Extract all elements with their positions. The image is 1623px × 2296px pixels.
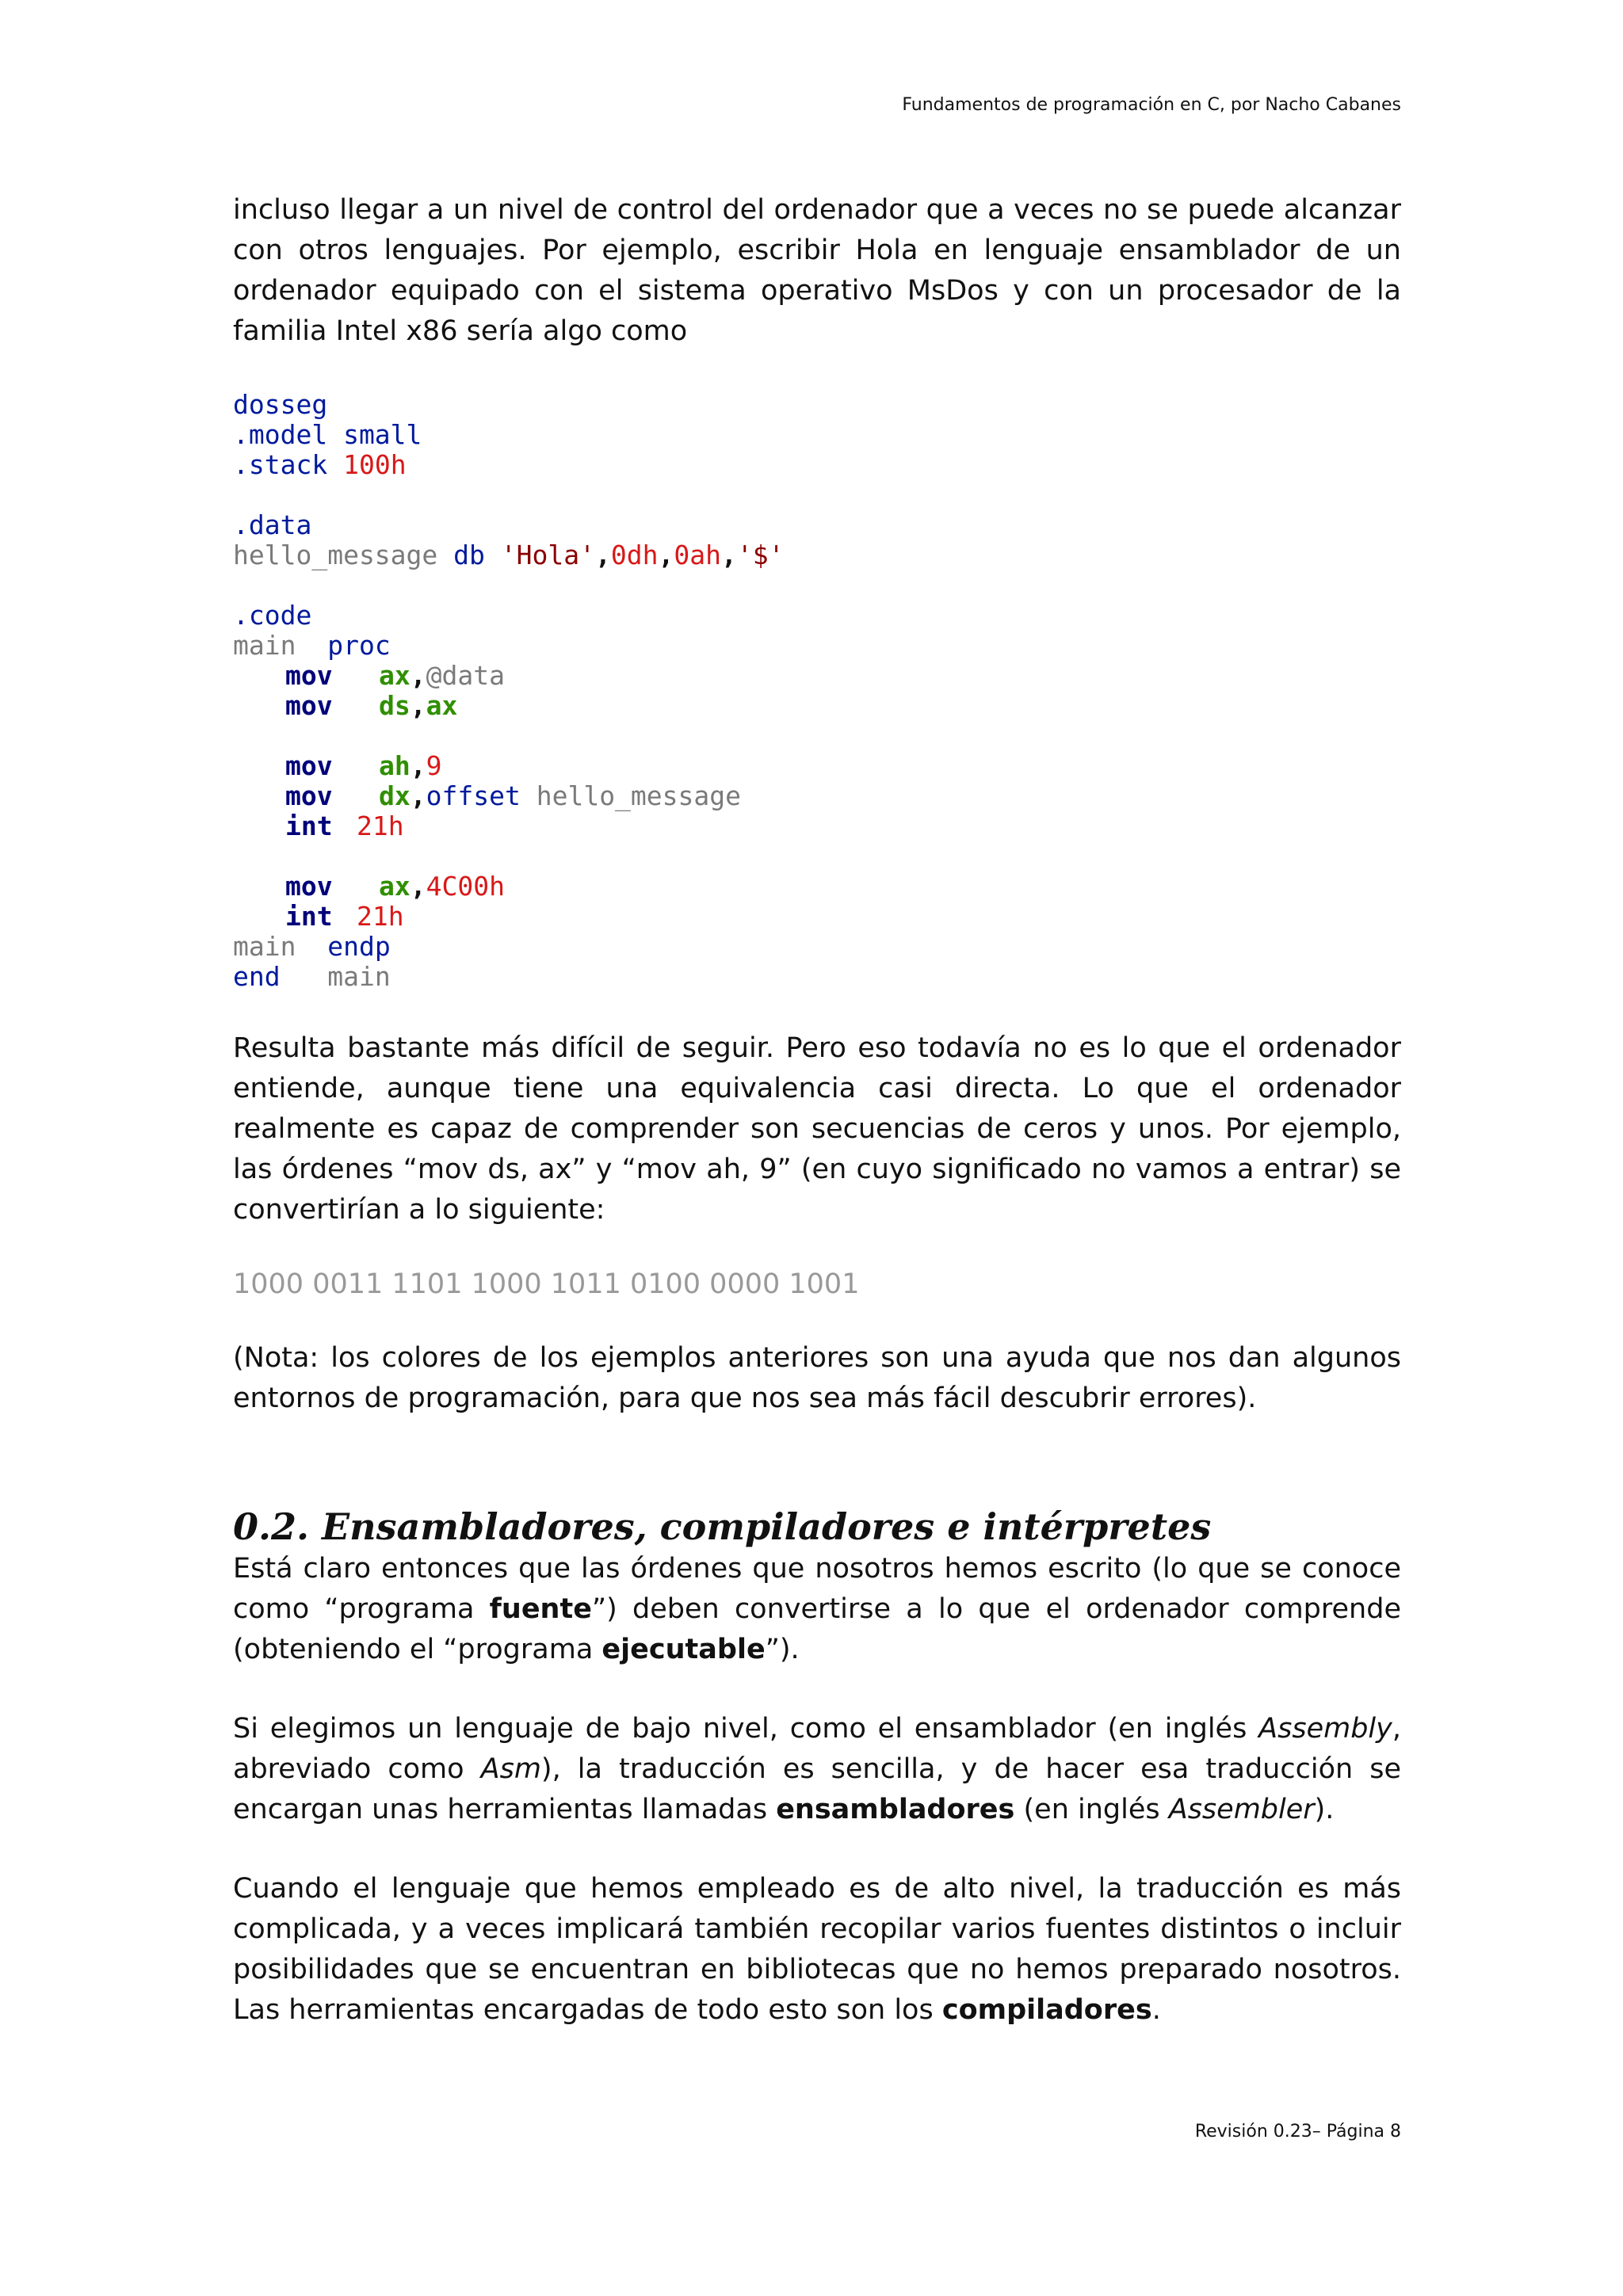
section-paragraph-2: Si elegimos un lenguaje de bajo nivel, como el ensamblador (en inglés Assembly, abreviado como Asm), la traducción es sencilla, y de hacer esa traducción se encargan unas herramientas llamadas ensambladores (en inglés Assembler).	[233, 1713, 1402, 1825]
code-blank-line	[233, 721, 1401, 751]
code-line: dosseg	[233, 389, 328, 420]
section-paragraph-3: Cuando el lenguaje que hemos empleado es de alto nivel, la traducción es más complicada, y a veces implicará también recopilar varios fuentes distintos o incluir posibilidades que se encuentran en bibliotecas que no hemos preparado nosotros. Las herramientas encargadas de todo esto son los compiladores.	[233, 1873, 1401, 2026]
code-blank-line	[233, 841, 1401, 871]
note-paragraph: (Nota: los colores de los ejemplos anteriores son una ayuda que nos dan algunos entornos de programación, para que nos sea más fácil descubrir errores).	[233, 1342, 1401, 1414]
section-heading: 0.2. Ensambladores, compiladores e intérpretes	[233, 1505, 1212, 1548]
code-line: main endp	[233, 931, 391, 962]
code-line: mov ds,ax	[285, 690, 458, 721]
code-line: hello_message db 'Hola',0dh,0ah,'$'	[233, 540, 785, 570]
code-blank-line	[233, 480, 1401, 510]
code-line: end main	[233, 961, 391, 992]
code-line: .stack 100h	[233, 449, 407, 480]
code-line: main proc	[233, 630, 391, 661]
assembly-code-block	[233, 390, 1401, 992]
code-line: int 21h	[285, 810, 404, 841]
code-line: int 21h	[285, 901, 404, 932]
code-line: mov ax,4C00h	[285, 871, 505, 902]
code-blank-line	[233, 570, 1401, 601]
intro-paragraph: incluso llegar a un nivel de control del ordenador que a veces no se puede alcanzar con otros lenguajes. Por ejemplo, escribir Hola en lenguaje ensamblador de un ordenador equipado con el sistema operativo MsDos y con un procesador de la familia Intel x86 sería algo como	[233, 194, 1401, 347]
code-line: .code	[233, 600, 312, 631]
page-content	[233, 190, 1401, 2031]
code-line: mov ax,@data	[285, 660, 505, 691]
binary-sequence: 1000 0011 1101 1000 1011 0100 0000 1001	[233, 1268, 860, 1300]
explanation-paragraph: Resulta bastante más difícil de seguir. Pero eso todavía no es lo que el ordenador entiende, aunque tiene una equivalencia casi directa. Lo que el ordenador realmente es capaz de comprender son secuencias de ceros y unos. Por ejemplo, las órdenes “mov ds, ax” y “mov ah, 9” (en cuyo significado no vamos a entrar) se convertirían a lo siguiente:	[233, 1032, 1401, 1226]
section-paragraph-1: Está claro entonces que las órdenes que nosotros hemos escrito (lo que se conoce como “programa fuente”) deben convertirse a lo que el ordenador comprende (obteniendo el “programa ejecutable”).	[233, 1553, 1401, 1665]
code-line: .model small	[233, 419, 422, 450]
page-footer: Revisión 0.23– Página 8	[1194, 2122, 1401, 2142]
code-line: .data	[233, 509, 312, 540]
code-line: mov dx,offset hello_message	[285, 780, 741, 811]
running-header: Fundamentos de programación en C, por Nacho Cabanes	[902, 95, 1401, 115]
code-line: mov ah,9	[285, 750, 442, 781]
